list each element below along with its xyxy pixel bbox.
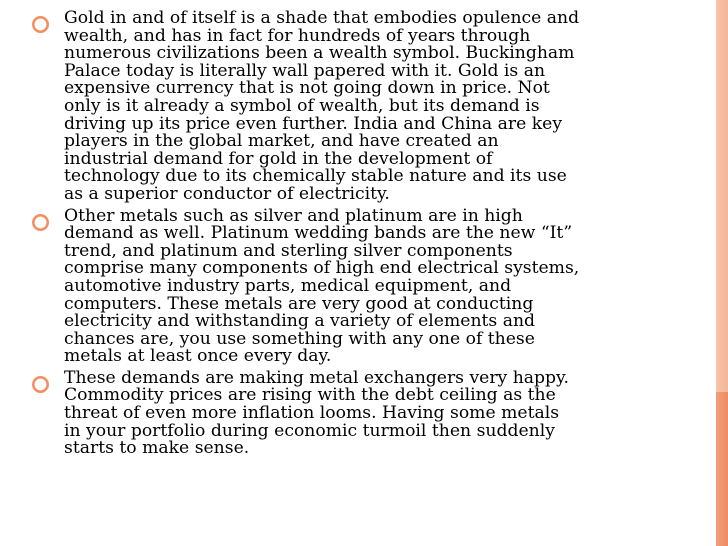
orange-circle-bullet-icon <box>32 376 49 393</box>
bullet-list <box>32 10 700 458</box>
orange-circle-bullet-icon <box>32 16 49 33</box>
accent-bar <box>716 0 728 546</box>
bullet-item <box>32 10 700 204</box>
slide-content <box>32 10 700 462</box>
bullet-text: These demands are making metal exchangers very happy. Commodity prices are rising with the debt ceiling as the threat of even more inflation looms. Having some metals in your portfolio during economic turmoil then suddenly starts to make sense. <box>64 367 569 459</box>
bullet-text: Gold in and of itself is a shade that embodies opulence and wealth, and has in fact for hundreds of years through numerous civilizations been a wealth symbol. Buckingham Palace today is literally wall papered with it. Gold is an expensive currency that is not going down in price. Not only is it already a symbol of wealth, but its demand is driving up its price even further. India and China are key players in the global market, and have created an industrial demand for gold in the development of technology due to its chemically stable nature and its use as a superior conductor of electricity. <box>64 8 580 204</box>
orange-circle-bullet-icon <box>32 214 49 231</box>
bullet-item <box>32 205 700 367</box>
accent-bar-dark-segment <box>716 392 728 546</box>
bullet-item <box>32 367 700 459</box>
bullet-text: Other metals such as silver and platinum are in high demand as well. Platinum wedding bands are the new “It” trend, and platinum and sterling silver components comprise many components of high end electrical systems, automotive industry parts, medical equipment, and computers. These metals are very good at conducting electricity and withstanding a variety of elements and chances are, you use something with any one of these metals at least once every day. <box>64 205 580 367</box>
accent-bar-light-segment <box>716 0 728 392</box>
